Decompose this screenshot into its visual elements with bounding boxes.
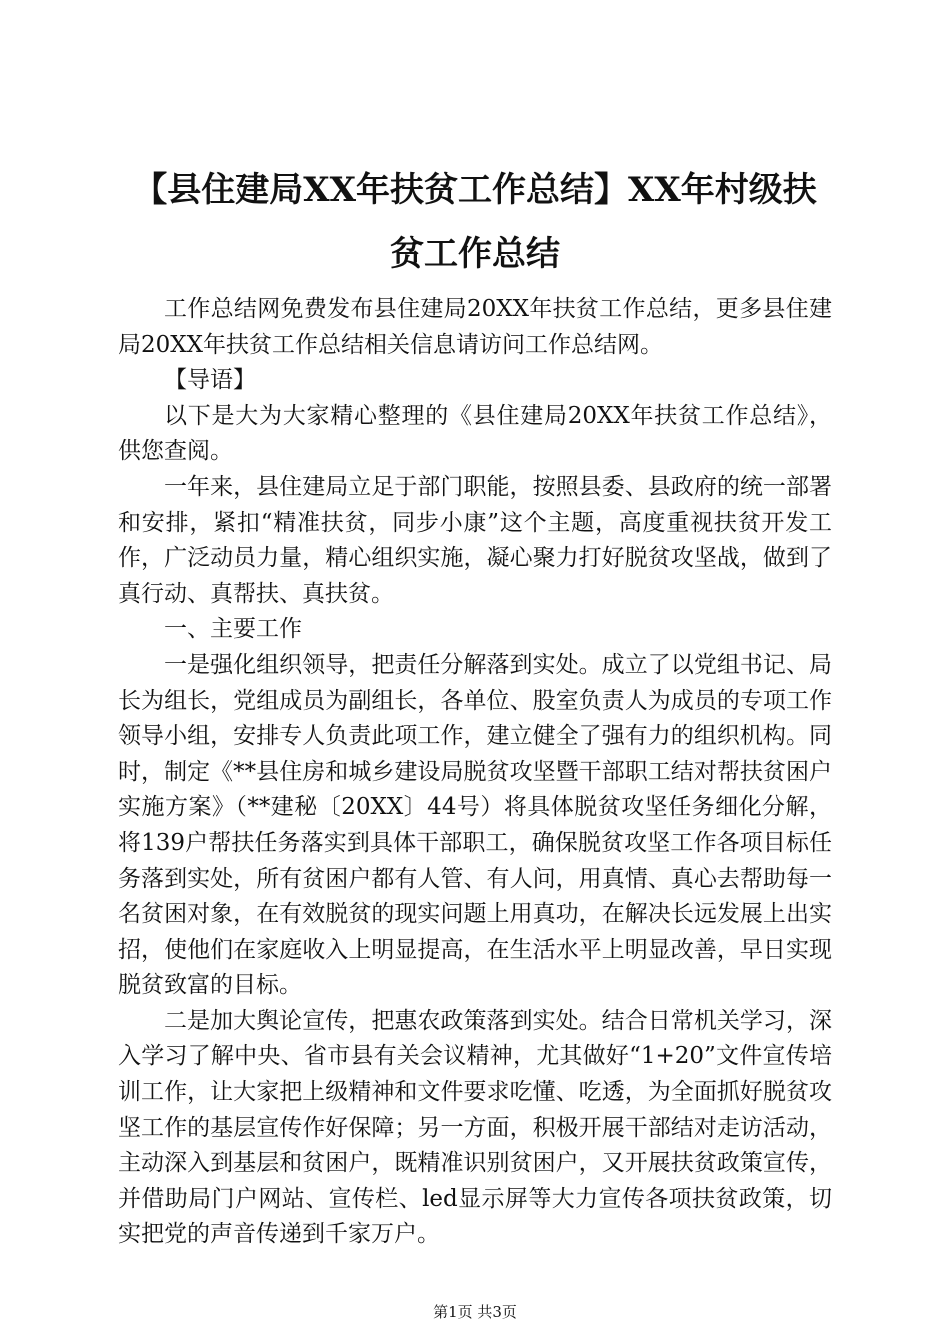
page-number-footer: 第1页 共3页 bbox=[433, 1303, 517, 1321]
paragraph-overview: 一年来，县住建局立足于部门职能，按照县委、县政府的统一部署和安排，紧扣“精准扶贫，同步小康”这个主题，高度重视扶贫开发工作，广泛动员力量，精心组织实施，凝心聚力打好脱贫攻坚战，做到了真行动、真帮扶、真扶贫。 bbox=[118, 473, 832, 607]
paragraph-point-one: 一是强化组织领导，把责任分解落到实处。成立了以党组书记、局长为组长，党组成员为副组长，各单位、股室负责人为成员的专项工作领导小组，安排专人负责此项工作，建立健全了强有力的组织机构。同时，制定《**县住房和城乡建设局脱贫攻坚暨干部职工结对帮扶贫困户实施方案》（**建秘〔20XX〕44号）将具体脱贫攻坚任务细化分解，将139户帮扶任务落实到具体干部职工，确保脱贫攻坚工作各项目标任务落到实处，所有贫困户都有人管、有人问，用真情、真心去帮助每一名贫困对象，在有效脱贫的现实问题上用真功，在解决长远发展上出实招，使他们在家庭收入上明显提高，在生活水平上明显改善，早日实现脱贫致富的目标。 bbox=[118, 651, 832, 999]
paragraph-lead-heading: 【导语】 bbox=[164, 367, 256, 394]
paragraph-point-two: 二是加大舆论宣传，把惠农政策落到实处。结合日常机关学习，深入学习了解中央、省市县有关会议精神，尤其做好“1+20”文件宣传培训工作，让大家把上级精神和文件要求吃懂、吃透，为全面抓好脱贫攻坚工作的基层宣传作好保障；另一方面，积极开展干部结对走访活动，主动深入到基层和贫困户，既精准识别贫困户，又开展扶贫政策宣传，并借助局门户网站、宣传栏、led显示屏等大力宣传各项扶贫政策，切实把党的声音传递到千家万户。 bbox=[118, 1007, 832, 1248]
paragraph-lead: 以下是大为大家精心整理的《县住建局20XX年扶贫工作总结》，供您查阅。 bbox=[118, 402, 832, 465]
paragraph-intro: 工作总结网免费发布县住建局20XX年扶贫工作总结，更多县住建局20XX年扶贫工作总结相关信息请访问工作总结网。 bbox=[118, 296, 832, 358]
section-heading-main-work: 一、主要工作 bbox=[164, 616, 302, 643]
document-title: 【县住建局XX年扶贫工作总结】XX年村级扶贫工作总结 bbox=[133, 170, 817, 274]
document-body bbox=[118, 292, 832, 1253]
